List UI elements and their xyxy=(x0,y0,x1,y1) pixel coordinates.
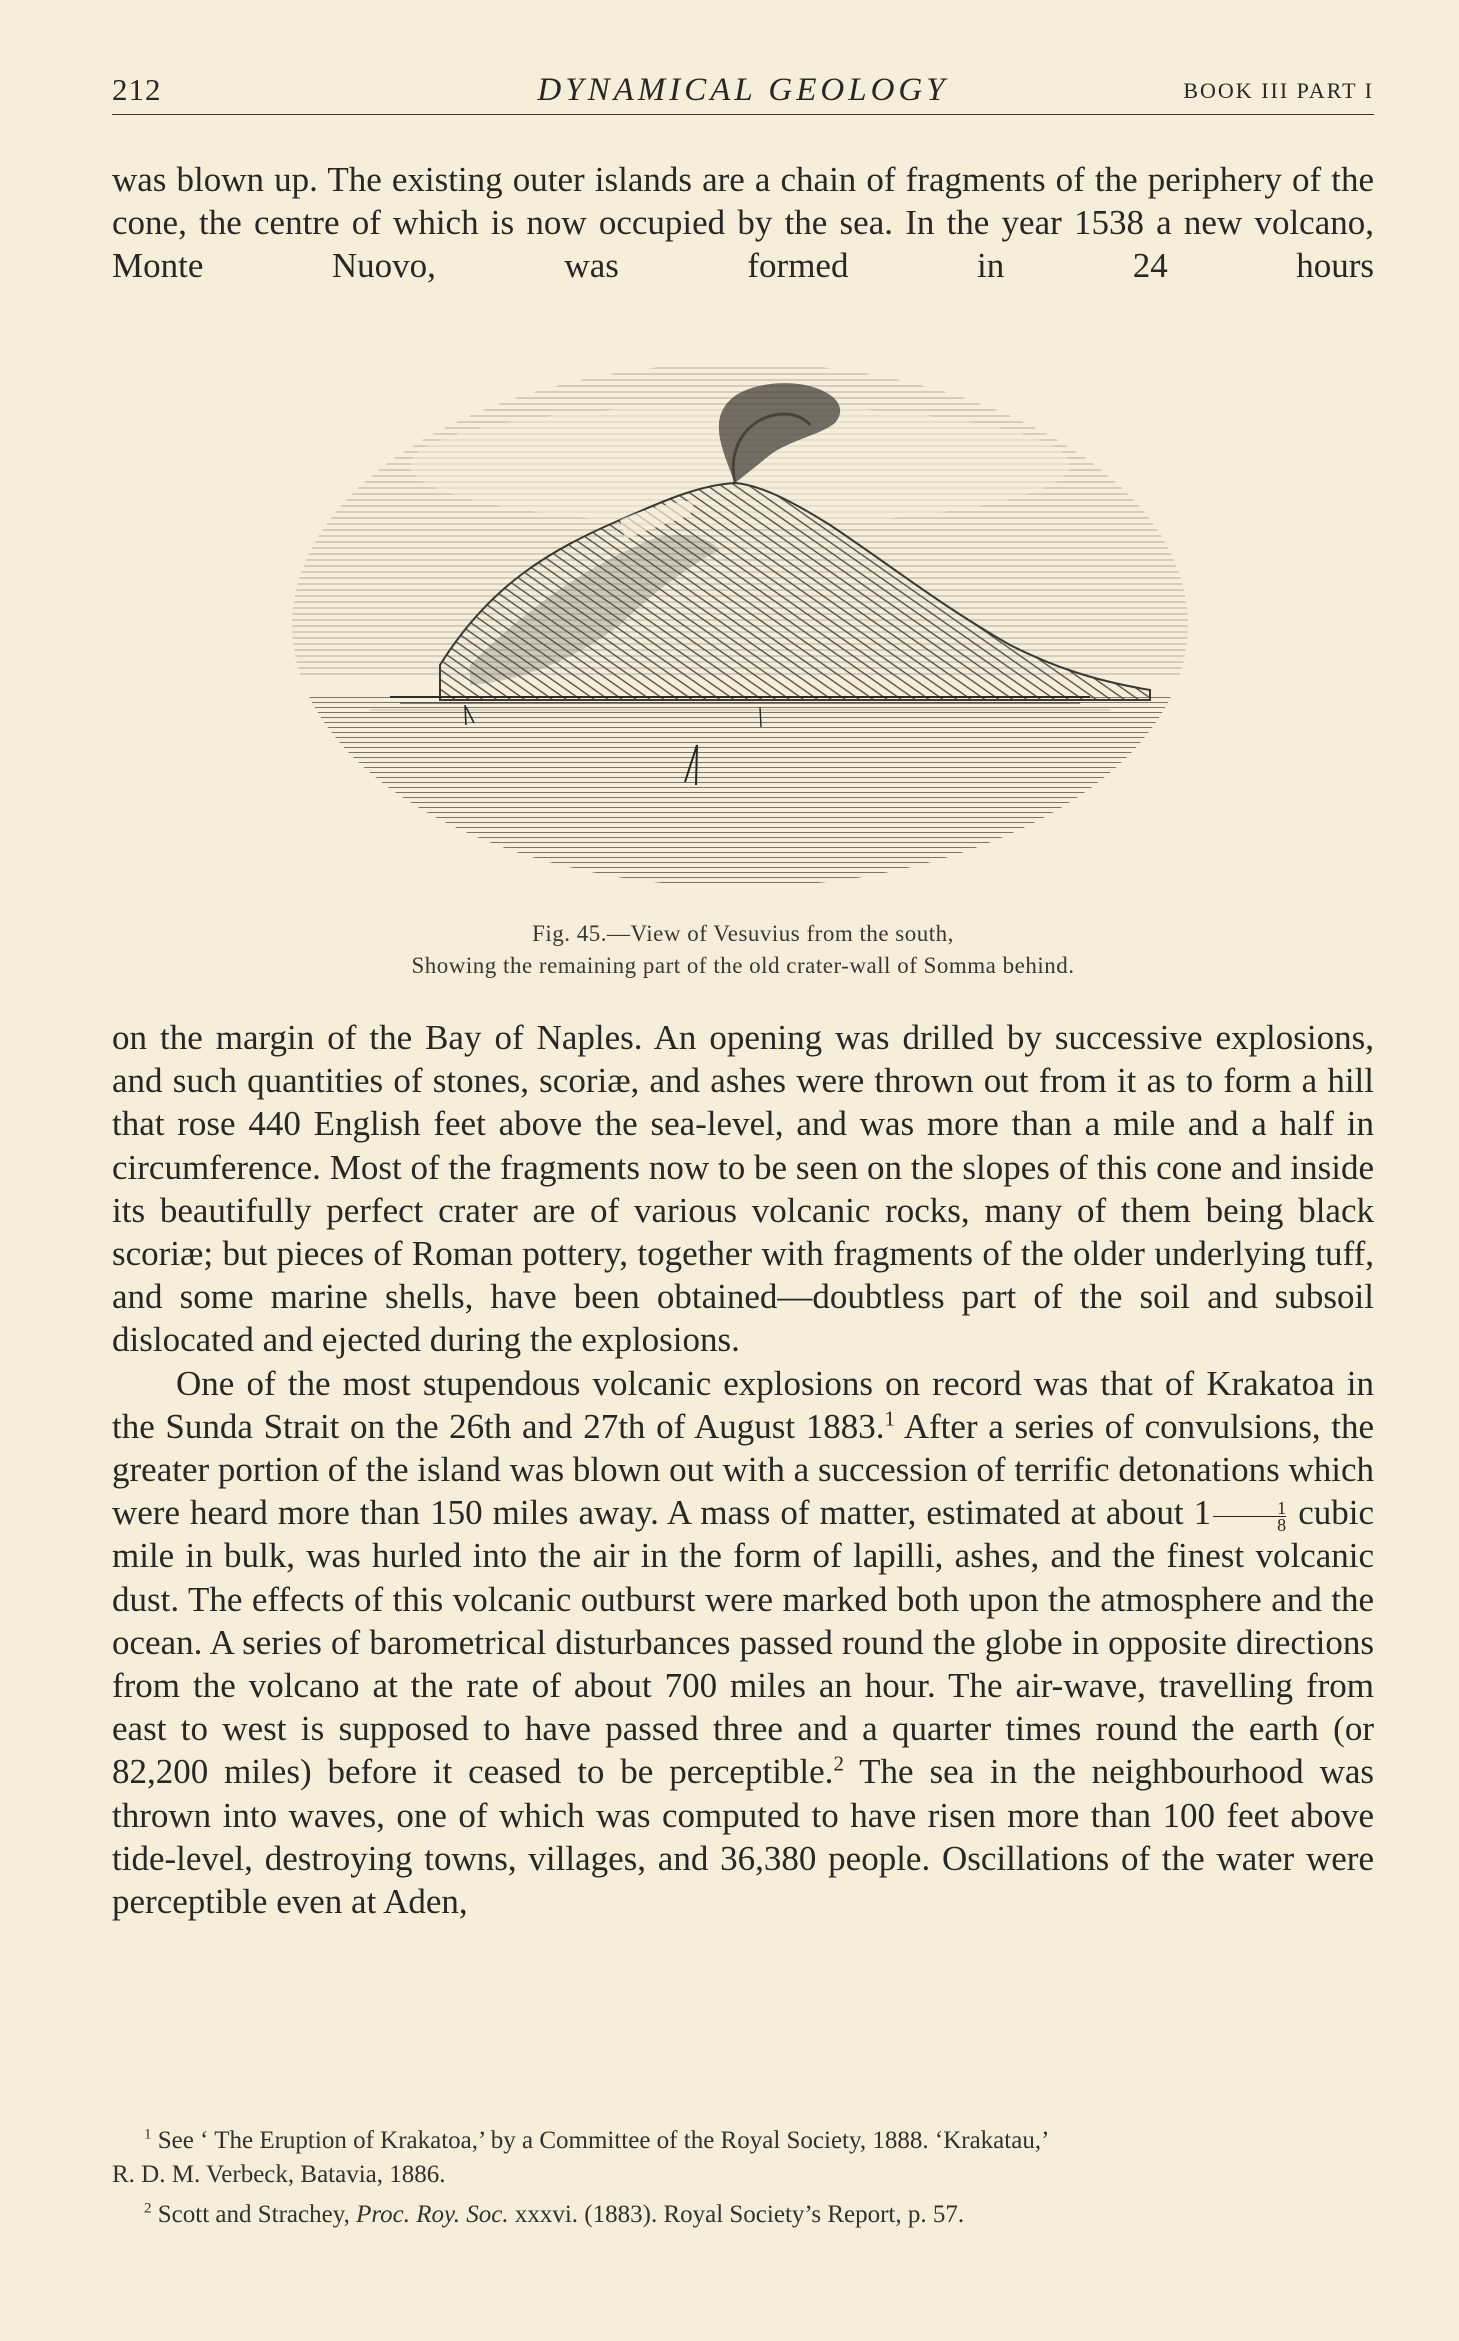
paragraph-top: was blown up. The existing outer islands are a chain of fragments of the periphery of the cone, the centre of which is now occupied by the sea. In the year 1538 a new volcano, Monte Nuovo, was formed in 24 hours xyxy=(112,160,1374,286)
footnote-1-line2: R. D. M. Verbeck, Batavia, 1886. xyxy=(112,2161,446,2188)
fraction-denominator: 8 xyxy=(1277,1514,1287,1535)
paragraph-monte-nuovo: on the margin of the Bay of Naples. An opening was drilled by successive explosions, and such quantities of stones, scoriæ, and ashes were thrown out from it as to form a hill that rose 440 English feet above the sea-level, and was more than a mile and a half in circumference. Most of the fragments now to be seen on the slopes of this cone and inside its beautifully perfect crater are of various volcanic rocks, many of them being black scoriæ; but pieces of Roman pottery, together with fragments of the older underlying tuff, and some marine shells, have been obtained—doubtless part of the soil and subsoil dislocated and ejected during the explosions. xyxy=(112,1018,1374,1360)
vesuvius-engraving xyxy=(290,335,1190,895)
figure-caption-line1: Fig. 45.—View of Vesuvius from the south, xyxy=(532,921,954,946)
fraction-numerator: 1 xyxy=(1213,1500,1286,1517)
engraving-scene xyxy=(290,335,1190,895)
footnote-1-mark: 1 xyxy=(144,2126,152,2143)
footnote-ref-2: 2 xyxy=(833,1751,844,1776)
footnotes xyxy=(112,2124,1374,2238)
footnote-1-text: See ‘ The Eruption of Krakatoa,’ by a Committee of the Royal Society, 1888. ‘Krakatau,’ xyxy=(151,2127,1050,2154)
running-header xyxy=(112,70,1374,115)
footnote-2-mark: 2 xyxy=(144,2200,152,2217)
book-part-label: BOOK III PART I xyxy=(1183,78,1374,103)
footnote-2-text-b: xxxvi. (1883). Royal Society’s Report, p. 57. xyxy=(508,2201,965,2228)
figure-caption-line2: Showing the remaining part of the old crater-wall of Somma behind. xyxy=(411,953,1075,978)
footnote-2-text-a: Scott and Strachey, xyxy=(151,2201,357,2228)
footnote-1-line1 xyxy=(112,2124,1374,2158)
footnote-1 xyxy=(112,2124,1374,2192)
vesuvius-illustration xyxy=(290,335,1190,895)
body-text xyxy=(112,1016,1374,1923)
krakatoa-text-2: After a series of convulsions, the greater portion of the island was blown out with a succession of terrific detonations which were heard more than 150 miles away. A mass of matter, estimated at about 1 xyxy=(112,1406,1374,1533)
krakatoa-text-4: The sea in the neighbourhood was thrown into waves, one of which was computed to have risen more than 100 feet above tide-level, destroying towns, villages, and 36,380 people. Oscillations of the water were perceptible even at Aden, xyxy=(112,1752,1374,1922)
krakatoa-text-1: One of the most stupendous volcanic explosions on record was that of Krakatoa in the Sunda Strait on the 26th and 27th of August 1883. xyxy=(112,1363,1374,1446)
paragraph-krakatoa xyxy=(112,1362,1374,1924)
krakatoa-text-3: cubic mile in bulk, was hurled into the air in the form of lapilli, ashes, and the finest volcanic dust. The effects of this volcanic outburst were marked both upon the atmosphere and the ocean. A series of barometrical disturbances passed round the globe in opposite directions from the volcano at the rate of about 700 miles an hour. The air-wave, travelling from east to west is supposed to have passed three and a quarter times round the earth (or 82,200 miles) before it ceased to be perceptible. xyxy=(112,1493,1374,1792)
fraction-one-eighth xyxy=(1213,1497,1287,1535)
running-title: DYNAMICAL GEOLOGY xyxy=(537,72,949,108)
footnote-2 xyxy=(112,2198,1374,2232)
page-number: 212 xyxy=(112,72,162,107)
footnote-2-journal: Proc. Roy. Soc. xyxy=(356,2201,509,2228)
footnote-ref-1: 1 xyxy=(884,1406,896,1431)
